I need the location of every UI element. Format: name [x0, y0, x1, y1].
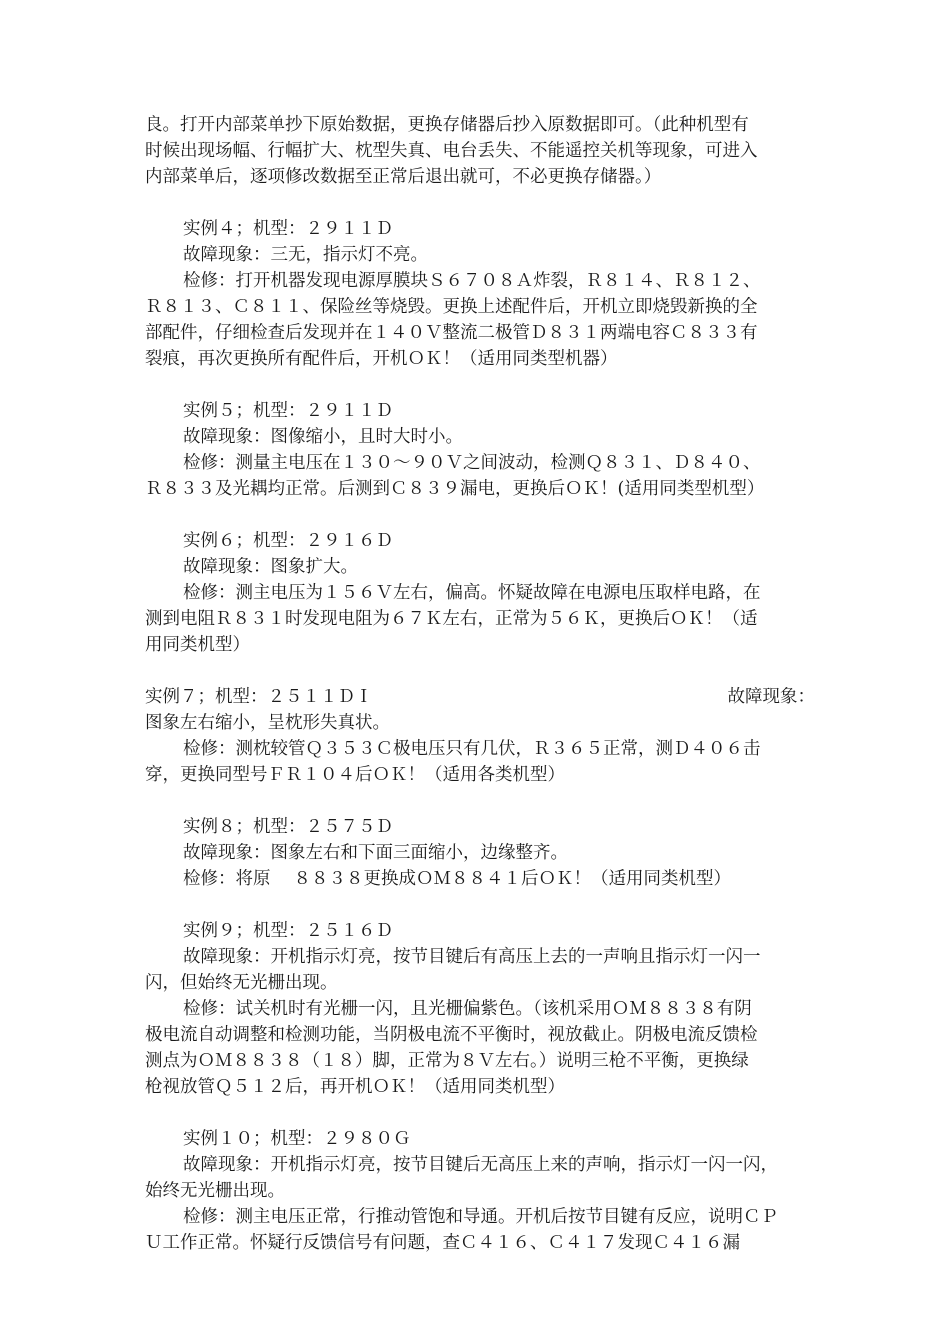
- case10-title: 实例１０；机型：２９８０Ｇ: [183, 1129, 411, 1149]
- case6-repair-line-1: 检修：测主电压为１５６Ｖ左右，偏高。怀疑故障在电源电压取样电路，在: [183, 583, 761, 603]
- case4-title: 实例４；机型：２９１１Ｄ: [183, 219, 393, 239]
- case6-repair-line-2: 测到电阻Ｒ８３１时发现电阻为６７Ｋ左右，正常为５６Ｋ，更换后ＯＫ！（适: [145, 609, 758, 629]
- case6-repair-line-3: 用同类机型）: [145, 635, 250, 655]
- case10-repair-line-1: 检修：测主电压正常，行推动管饱和导通。开机后按节目键有反应，说明ＣＰ: [183, 1207, 778, 1227]
- paragraph-gap: [145, 190, 815, 216]
- case9-title: 实例９；机型：２５１６Ｄ: [183, 921, 393, 941]
- intro-line-1: 良。打开内部菜单抄下原始数据，更换存储器后抄入原数据即可。（此种机型有: [145, 115, 749, 135]
- paragraph-gap: [145, 502, 815, 528]
- case5-repair-line-2: Ｒ８３３及光耦均正常。后测到Ｃ８３９漏电，更换后ＯＫ！(适用同类型机型）: [145, 479, 765, 499]
- case4-repair-line-2: Ｒ８１３、Ｃ８１１、保险丝等烧毁。更换上述配件后，开机立即烧毁新换的全: [145, 297, 758, 317]
- intro-line-2: 时候出现场幅、行幅扩大、枕型失真、电台丢失、不能遥控关机等现象，可进入: [145, 141, 758, 161]
- case7-header-row: [145, 684, 815, 710]
- case10-symptom-line-2: 始终无光栅出现。: [145, 1181, 285, 1201]
- case10-repair-line-2: Ｕ工作正常。怀疑行反馈信号有问题，查Ｃ４１６、Ｃ４１７发现Ｃ４１６漏: [145, 1233, 740, 1253]
- case8-title: 实例８；机型：２５７５Ｄ: [183, 817, 393, 837]
- case9-symptom-line-1: 故障现象：开机指示灯亮，按节目键后有高压上去的一声响且指示灯一闪一: [183, 947, 761, 967]
- case7-symptom-label: 故障现象：: [727, 687, 815, 707]
- paragraph-gap: [145, 892, 815, 918]
- case9-repair-line-3: 测点为ＯＭ８８３８（１８）脚，正常为８Ｖ左右。）说明三枪不平衡，更换绿: [145, 1051, 749, 1071]
- case7-symptom: 图象左右缩小，呈枕形失真状。: [145, 713, 390, 733]
- paragraph-gap: [145, 1100, 815, 1126]
- case10-symptom-line-1: 故障现象：开机指示灯亮，按节目键后无高压上来的声响，指示灯一闪一闪，: [183, 1155, 778, 1175]
- intro-line-3: 内部菜单后，逐项修改数据至正常后退出就可，不必更换存储器。）: [145, 167, 662, 187]
- case7-repair-line-2: 穿，更换同型号ＦＲ１０４后ＯＫ！（适用各类机型）: [145, 765, 565, 785]
- case9-repair-line-2: 极电流自动调整和检测功能，当阴极电流不平衡时，视放截止。阴极电流反馈检: [145, 1025, 758, 1045]
- case9-symptom-line-2: 闪，但始终无光栅出现。: [145, 973, 338, 993]
- paragraph-gap: [145, 788, 815, 814]
- case4-repair-line-1: 检修：打开机器发现电源厚膜块Ｓ６７０８Ａ炸裂，Ｒ８１４、Ｒ８１２、: [183, 271, 761, 291]
- case4-repair-line-4: 裂痕，再次更换所有配件后，开机ＯＫ！（适用同类型机器）: [145, 349, 618, 369]
- case6-symptom: 故障现象：图象扩大。: [183, 557, 358, 577]
- paragraph-gap: [145, 372, 815, 398]
- case9-repair-line-1: 检修：试关机时有光栅一闪，且光栅偏紫色。（该机采用ＯＭ８８３８有阴: [183, 999, 752, 1019]
- paragraph-gap: [145, 658, 815, 684]
- case4-symptom: 故障现象：三无，指示灯不亮。: [183, 245, 428, 265]
- case5-symptom: 故障现象：图像缩小，且时大时小。: [183, 427, 463, 447]
- case7-repair-line-1: 检修：测枕较管Ｑ３５３Ｃ极电压只有几伏，Ｒ３６５正常，测Ｄ４０６击: [183, 739, 761, 759]
- case9-repair-line-4: 枪视放管Ｑ５１２后，再开机ＯＫ！（适用同类机型）: [145, 1077, 565, 1097]
- document-body: [145, 112, 815, 1256]
- case7-title: 实例７；机型：２５１１ＤＩ: [145, 687, 373, 707]
- case5-repair-line-1: 检修：测量主电压在１３０～９０Ｖ之间波动，检测Ｑ８３１、Ｄ８４０、: [183, 453, 761, 473]
- case8-symptom: 故障现象：图象左右和下面三面缩小，边缘整齐。: [183, 843, 568, 863]
- case5-title: 实例５；机型：２９１１Ｄ: [183, 401, 393, 421]
- case4-repair-line-3: 部配件，仔细检查后发现并在１４０Ｖ整流二极管Ｄ８３１两端电容Ｃ８３３有: [145, 323, 758, 343]
- case8-repair-line-1: 检修：将原 ８８３８更换成ＯＭ８８４１后ＯＫ！（适用同类机型）: [183, 869, 732, 889]
- case6-title: 实例６；机型：２９１６Ｄ: [183, 531, 393, 551]
